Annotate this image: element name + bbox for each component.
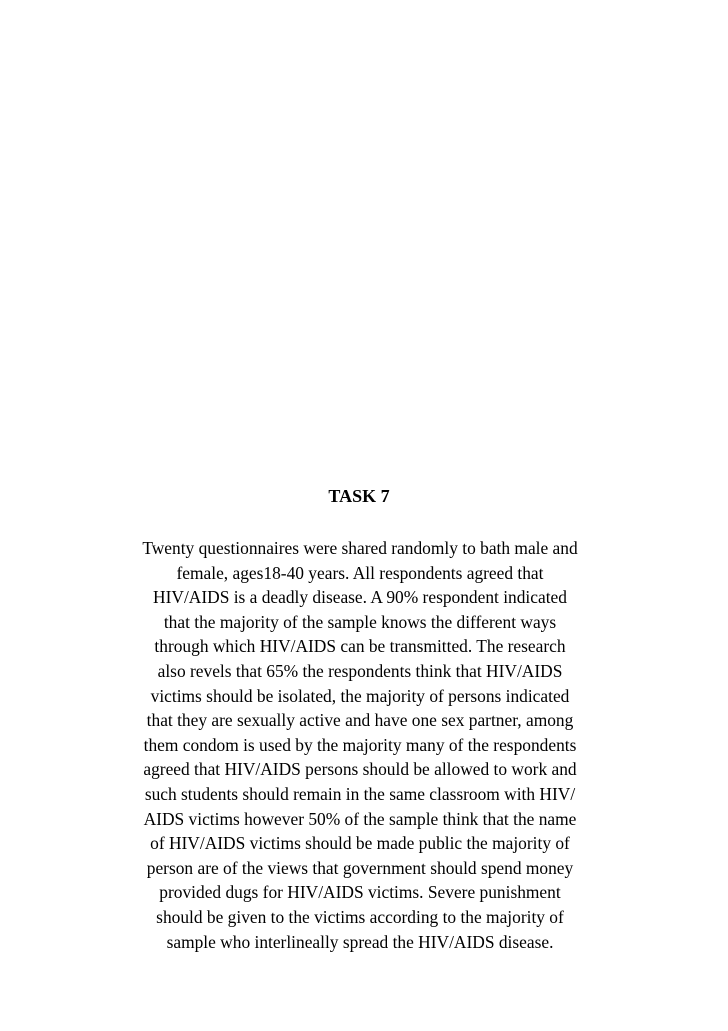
paragraph-line: such students should remain in the same classroom with HIV/: [144, 783, 576, 804]
paragraph-line: of HIV/AIDS victims should be made public the majority of: [150, 833, 570, 854]
paragraph-line: HIV/AIDS is a deadly disease. A 90% respondent indicated: [153, 587, 567, 608]
paragraph-line: female, ages18-40 years. All respondents agreed that: [176, 562, 544, 583]
task-title: TASK 7: [328, 486, 390, 506]
paragraph-line: should be given to the victims according to the majority of: [156, 906, 564, 927]
paragraph-line: provided dugs for HIV/AIDS victims. Severe punishment: [159, 882, 561, 903]
paragraph-line: through which HIV/AIDS can be transmitted. The research: [154, 636, 566, 657]
paragraph-line: AIDS victims however 50% of the sample think that the name: [143, 808, 577, 829]
paragraph-line: that they are sexually active and have one sex partner, among: [146, 710, 574, 731]
paragraph-line: Twenty questionnaires were shared randomly to bath male and: [142, 538, 578, 558]
paragraph-line: them condom is used by the majority many of the respondents: [143, 734, 577, 755]
paragraph-line: person are of the views that government should spend money: [146, 857, 574, 878]
body-paragraph: [110, 536, 610, 954]
paragraph-line: also revels that 65% the respondents think that HIV/AIDS: [157, 660, 563, 681]
paragraph-line: that the majority of the sample knows the different ways: [163, 611, 557, 632]
paragraph-line: victims should be isolated, the majority of persons indicated: [150, 685, 570, 706]
paragraph-line: sample who interlineally spread the HIV/AIDS disease.: [166, 931, 554, 952]
paragraph-line: agreed that HIV/AIDS persons should be allowed to work and: [143, 759, 577, 780]
